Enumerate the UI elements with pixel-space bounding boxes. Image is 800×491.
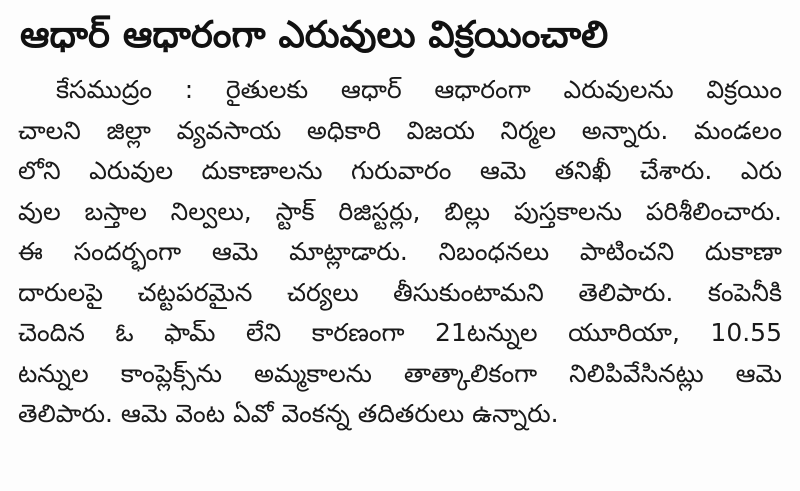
article-line-1: కేసముద్రం : రైతులకు ఆధార్ ఆధారంగా ఎరువులను విక్రయిం — [56, 75, 782, 104]
article-line-8: టన్నుల కాంప్లెక్స్‌ను అమ్మకాలను తాత్కాలికంగా నిలిపివేసినట్లు ఆమె — [18, 358, 782, 388]
article-line-3: లోని ఎరువుల దుకాణాలను గురువారం ఆమె తనిఖీ చేశారు. ఎరు — [18, 156, 782, 185]
article-line-7: చెందిన ఓ ఫామ్ లేని కారణంగా 21టన్నుల యూరియా, 10.55 — [18, 318, 782, 347]
article-line-9: తెలిపారు. ఆమె వెంట ఏవో వెంకన్న తదితరులు ఉన్నారు. — [18, 399, 559, 428]
article-line-4: వుల బస్తాల నిల్వలు, స్టాక్ రిజిస్టర్లు, బిల్లు పుస్తకాలను పరిశీలించారు. — [18, 196, 782, 226]
article-line-2: చాలని జిల్లా వ్యవసాయ అధికారి విజయ నిర్మల అన్నారు. మండలం — [18, 115, 782, 145]
article-line-5: ఈ సందర్భంగా ఆమె మాట్లాడారు. నిబంధనలు పాటించని దుకాణా — [18, 237, 782, 266]
article-line-6: దారులపై చట్టపరమైన చర్యలు తీసుకుంటామని తెలిపారు. కంపెనీకి — [18, 277, 782, 307]
article-headline: ఆధార్ ఆధారంగా ఎరువులు విక్రయించాలి — [20, 13, 609, 56]
article-body — [18, 70, 782, 435]
